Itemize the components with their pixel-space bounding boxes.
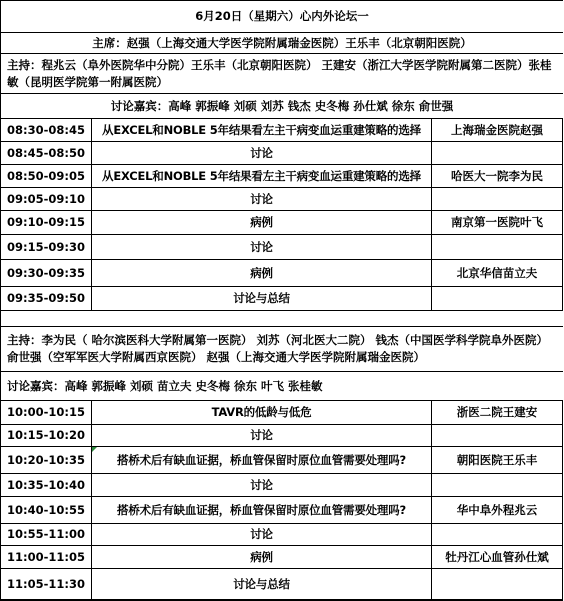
topic-cell: 讨论 [92, 474, 432, 496]
topic-cell: 从EXCEL和NOBLE 5年结果看左主干病变血运重建策略的选择 [92, 119, 432, 141]
schedule-row [1, 188, 563, 211]
page-title: 6月20日（星期六）心内外论坛一 [195, 9, 369, 23]
time-cell [1, 188, 92, 210]
speaker-cell [432, 474, 563, 496]
time-text: 10:40-10:55 [7, 502, 85, 517]
session2-guests-row [1, 372, 563, 401]
time-cell [1, 211, 92, 234]
speaker-cell [432, 188, 563, 210]
time-text: 08:45-08:50 [7, 145, 85, 160]
session2-guests: 讨论嘉宾：高峰 郭振峰 刘硕 苗立夫 史冬梅 徐东 叶飞 张桂敏 [7, 378, 323, 393]
schedule-row [1, 119, 563, 142]
schedule-row [1, 546, 563, 569]
speaker-cell: 南京第一医院叶飞 [432, 211, 563, 234]
speaker-cell: 哈医大一院李为民 [432, 165, 563, 187]
schedule-row [1, 235, 563, 260]
chair-row [1, 33, 563, 54]
topic-cell: 搭桥术后有缺血证据，桥血管保留时原位血管需要处理吗? [92, 497, 432, 523]
time-text: 10:20-10:35 [7, 452, 85, 467]
speaker-cell [432, 524, 563, 545]
time-cell [1, 474, 92, 496]
time-cell [1, 546, 92, 568]
topic-cell: 讨论 [92, 235, 432, 259]
time-cell [1, 287, 92, 310]
schedule-row [1, 474, 563, 497]
time-cell [1, 425, 92, 446]
time-cell [1, 142, 92, 164]
topic-cell: TAVR的低龄与低危 [92, 401, 432, 424]
schedule-row [1, 211, 563, 235]
time-cell [1, 497, 92, 523]
speaker-cell: 牡丹江心血管孙仕斌 [432, 546, 563, 568]
speaker-cell: 华中阜外程兆云 [432, 497, 563, 523]
time-text: 09:05-09:10 [7, 191, 85, 206]
time-cell [1, 165, 92, 187]
time-cell [1, 260, 92, 286]
session1-guests-row [1, 94, 563, 119]
schedule-row [1, 260, 563, 287]
time-text: 10:55-11:00 [7, 527, 85, 541]
topic-cell: 讨论与总结 [92, 569, 432, 599]
comment-marker-icon [92, 447, 97, 452]
schedule-row [1, 425, 563, 447]
title-row [1, 1, 563, 33]
time-text: 09:15-09:30 [7, 239, 85, 254]
speaker-cell [432, 287, 563, 310]
schedule-row [1, 524, 563, 546]
speaker-cell [432, 235, 563, 259]
speaker-cell: 上海瑞金医院赵强 [432, 119, 563, 141]
time-cell [1, 235, 92, 259]
speaker-cell [432, 569, 563, 599]
time-cell [1, 447, 92, 473]
schedule-row [1, 401, 563, 425]
speaker-cell: 北京华信苗立夫 [432, 260, 563, 286]
session1-hosts: 主持：程兆云（阜外医院华中分院）王乐丰（北京朝阳医院） 王建安（浙江大学医学院附属第二医院）张桂敏（昆明医学院第一附属医院） [7, 57, 552, 89]
topic-cell: 讨论 [92, 188, 432, 210]
speaker-cell [432, 425, 563, 446]
speaker-cell [432, 142, 563, 164]
time-text: 10:00-10:15 [7, 405, 85, 419]
time-text: 08:50-09:05 [7, 168, 85, 183]
schedule-row [1, 165, 563, 188]
topic-cell: 病例 [92, 211, 432, 234]
chair-text: 主席：赵强（上海交通大学医学院附属瑞金医院）王乐丰（北京朝阳医院） [92, 35, 472, 50]
time-cell [1, 119, 92, 141]
time-text: 09:30-09:35 [7, 265, 85, 280]
topic-cell: 讨论 [92, 142, 432, 164]
session2-hosts-row [1, 327, 563, 372]
topic-cell: 病例 [92, 546, 432, 568]
schedule-row [1, 569, 563, 600]
time-text: 09:10-09:15 [7, 215, 85, 229]
topic-cell: 搭桥术后有缺血证据，桥血管保留时原位血管需要处理吗? [92, 447, 432, 473]
spacer-row [1, 311, 563, 327]
topic-cell: 讨论 [92, 425, 432, 446]
time-cell [1, 401, 92, 424]
schedule-row [1, 287, 563, 311]
speaker-cell: 浙医二院王建安 [432, 401, 563, 424]
schedule-row [1, 142, 563, 165]
session1-hosts-row [1, 54, 563, 94]
time-text: 08:30-08:45 [7, 122, 85, 137]
schedule-row [1, 497, 563, 524]
topic-cell: 病例 [92, 260, 432, 286]
time-cell [1, 524, 92, 545]
schedule-row [1, 447, 563, 474]
speaker-cell: 朝阳医院王乐丰 [432, 447, 563, 473]
topic-cell: 从EXCEL和NOBLE 5年结果看左主干病变血运重建策略的选择 [92, 165, 432, 187]
time-text: 10:35-10:40 [7, 477, 85, 492]
time-text: 11:00-11:05 [7, 549, 85, 564]
session1-guests: 讨论嘉宾：高峰 郭振峰 刘硕 刘苏 钱杰 史冬梅 孙仕斌 徐东 俞世强 [110, 98, 454, 113]
topic-cell: 讨论与总结 [92, 287, 432, 310]
time-text: 09:35-09:50 [7, 291, 85, 305]
topic-cell: 讨论 [92, 524, 432, 545]
time-text: 11:05-11:30 [7, 576, 85, 591]
time-text: 10:15-10:20 [7, 428, 85, 442]
time-cell [1, 569, 92, 599]
session2-hosts: 主持：李为民（ 哈尔滨医科大学附属第一医院） 刘苏（河北医大二院） 钱杰（中国医学科学院阜外医院） 俞世强（空军军医大学附属西京医院） 赵强（上海交通大学医学院附属瑞金医院） [7, 333, 549, 364]
